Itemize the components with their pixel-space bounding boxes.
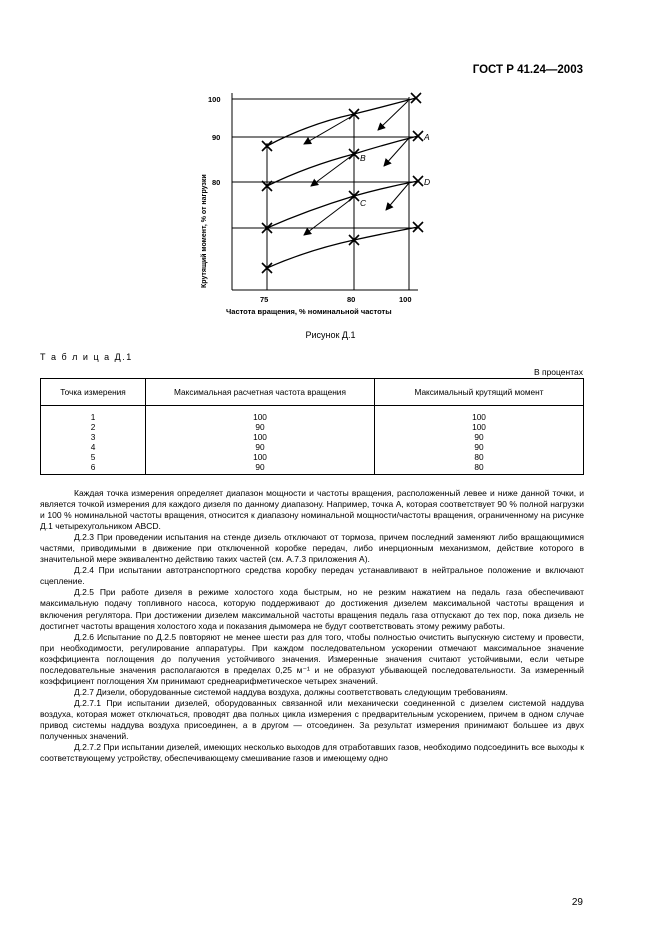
- x-axis-label: Частота вращения, % номинальной частоты: [226, 307, 392, 316]
- table-cell: 90: [146, 462, 375, 475]
- table-row: [41, 422, 584, 432]
- point-label-d: D: [424, 177, 431, 187]
- paragraph: Д.2.7 Дизели, оборудованные системой наддува воздуха, должны соответствовать следующим требованиям.: [74, 686, 508, 697]
- table-cell: 1: [41, 406, 146, 423]
- table-cell: 90: [375, 442, 584, 452]
- curve-2: [267, 136, 418, 186]
- table-row: [41, 406, 584, 423]
- table-cell: 90: [146, 442, 375, 452]
- point-label-a: A: [424, 132, 430, 142]
- paragraph: Д.2.4 При испытании автотранспортного средства коробку передач устанавливают в нейтральное положение и включают сцепление.: [40, 565, 584, 587]
- paragraph: Д.2.6 Испытание по Д.2.5 повторяют не менее шести раз для того, чтобы полностью очистить выпускную систему и провести, при необходимости, регулирование аппаратуры. При каждом последовательном ускорении отмечают максимальное значение коэффициента поглощения до получения устойчивого значения. Измеренные значения считают устойчивыми, если четыре последовательные значения располагаются в пределах 0,25 м⁻¹ и не образуют убывающей последовательности. За измеренный коэффициент поглощения Xм принимают среднеарифметическое четырех значений.: [40, 631, 584, 686]
- column-header: Максимальная расчетная частота вращения: [146, 379, 375, 406]
- table-cell: 3: [41, 432, 146, 442]
- curve-4: [267, 227, 418, 268]
- point-label-c: C: [360, 198, 367, 208]
- measurement-points: [262, 93, 423, 273]
- table-row: [41, 462, 584, 475]
- body-text: [40, 488, 584, 764]
- column-header: Точка измерения: [41, 379, 146, 406]
- table-cell: 80: [375, 452, 584, 462]
- x-tick-75: 75: [260, 295, 269, 304]
- point-cross: [413, 176, 423, 186]
- table-cell: 100: [375, 406, 584, 423]
- curve-3: [267, 181, 418, 228]
- table-cell: 4: [41, 442, 146, 452]
- paragraph: Каждая точка измерения определяет диапазон мощности и частоты вращения, расположенный левее и ниже данной точки, и является точкой измерения для каждого дизеля по данному диапазону. Например, точка A, которая соответствует 90 % полной нагрузки и 100 % номинальной частоты вращения, относится к диапазону номинальной мощности/частоты вращения, ограниченному на рисунке Д.1 четырехугольником ABCD.: [40, 488, 584, 532]
- table-cell: 90: [146, 422, 375, 432]
- table-cell: 100: [146, 452, 375, 462]
- table-cell: 80: [375, 462, 584, 475]
- table-title: Т а б л и ц а Д.1: [40, 352, 133, 362]
- paragraph: Д.2.7.2 При испытании дизелей, имеющих несколько выходов для отработавших газов, необходимо подсоединить все выходы к соответствующему устройству, обеспечивающему смешивание газов и имеющему одно: [40, 742, 584, 764]
- arrow: [304, 197, 354, 235]
- table-cell: 6: [41, 462, 146, 475]
- paragraph: Д.2.3 При проведении испытания на стенде дизель отключают от тормоза, причем последний заменяют либо вращающимися частями, приводимыми в движение при отключенной коробке передач, либо инерционным механизмом, действие которого в значительной мере эквивалентно действию таких частей (см. А.7.3 приложения А).: [40, 532, 584, 565]
- paragraph: Д.2.5 При работе дизеля в режиме холостого хода быстрым, но не резким нажатием на педаль газа обеспечивают максимальную подачу топливного насоса, которую поддерживают до достижения дизелем максимальной частоты вращения и включения регулятора. При достижении дизелем максимальной частоты вращения педаль газа отпускают до тех пор, пока дизель не достигнет частоты вращения холостого хода и показания дымомера не будут соответствовать этому режиму работы.: [40, 587, 584, 631]
- standard-code: ГОСТ Р 41.24—2003: [472, 64, 583, 76]
- measurement-table: [40, 378, 584, 475]
- y-tick-90: 90: [212, 133, 221, 142]
- table-row: [41, 442, 584, 452]
- y-axis-label: Крутящий момент, % от нагрузки: [201, 174, 208, 288]
- y-tick-80: 80: [212, 178, 221, 187]
- table-units: В процентах: [533, 367, 583, 377]
- figure-d1: [196, 88, 436, 328]
- table-header-row: [41, 379, 584, 406]
- arrow: [378, 101, 408, 130]
- table-cell: 90: [375, 432, 584, 442]
- table-row: [41, 452, 584, 462]
- arrow: [311, 154, 354, 186]
- table-cell: 100: [146, 406, 375, 423]
- page-number: 29: [571, 897, 583, 908]
- point-cross: [411, 93, 421, 103]
- point-cross: [413, 131, 423, 141]
- figure-caption: Рисунок Д.1: [305, 330, 356, 340]
- column-header: Максимальный крутящий момент: [375, 379, 584, 406]
- torque-speed-diagram: [196, 88, 436, 328]
- table-cell: 100: [146, 432, 375, 442]
- table-row: [41, 432, 584, 442]
- table-cell: 2: [41, 422, 146, 432]
- paragraph: Д.2.7.1 При испытании дизелей, оборудованных связанной или механически соединенной с дизелем системой наддува воздуха, которая может отключаться, проводят два полных цикла измерения с предварительным ускорением, причем в одном случае привод системы наддува воздуха присоединен, а в другом — отсоединен. За результат измерения принимают большее из двух полученных значений.: [40, 697, 584, 742]
- arrows: [304, 101, 409, 235]
- table-cell: 100: [375, 422, 584, 432]
- y-tick-100: 100: [208, 95, 221, 104]
- x-tick-100: 100: [399, 295, 412, 304]
- point-label-b: B: [360, 153, 366, 163]
- arrow: [304, 115, 354, 144]
- x-tick-80: 80: [347, 295, 356, 304]
- table-cell: 5: [41, 452, 146, 462]
